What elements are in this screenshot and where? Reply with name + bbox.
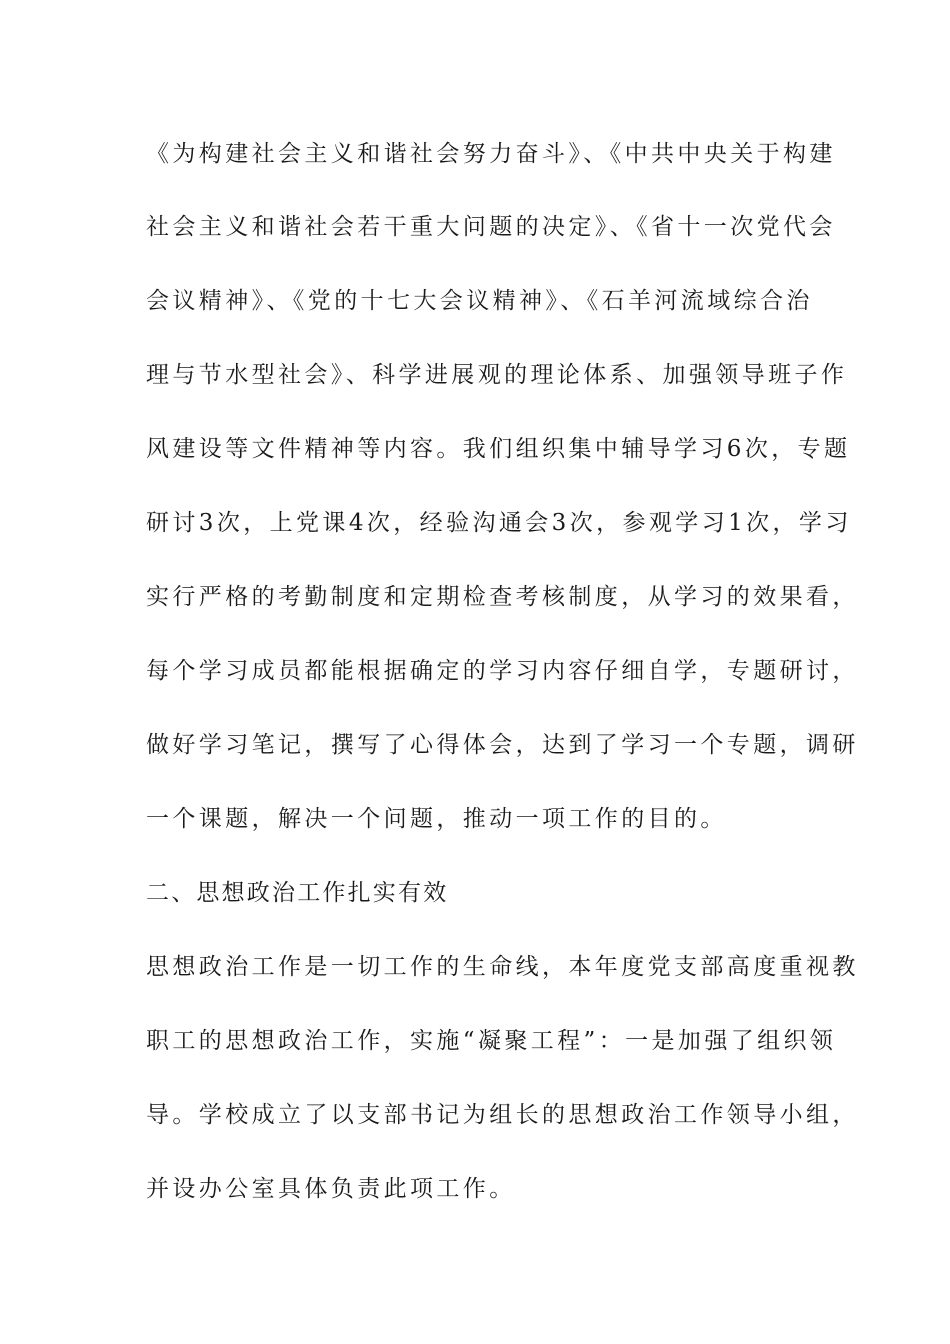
text-line: 一个课题，解决一个问题，推动一项工作的目的。 [146, 806, 727, 832]
text-line: 每个学习成员都能根据确定的学习内容仔细自学，专题研讨， [146, 658, 859, 684]
text-line: 并设办公室具体负责此项工作。 [146, 1176, 516, 1202]
text-line: 会议精神》、《党的十七大会议精神》、《石羊河流域综合治 [146, 288, 813, 314]
text-line: 《为构建社会主义和谐社会努力奋斗》、《中共中央关于构建 [146, 141, 836, 167]
text-line: 职工的思想政治工作，实施“凝聚工程”：一是加强了组织领 [146, 1028, 837, 1054]
text-line: 做好学习笔记，撰写了心得体会，达到了学习一个专题，调研 [146, 732, 859, 758]
text-line: 社会主义和谐社会若干重大问题的决定》、《省十一次党代会 [146, 214, 836, 240]
text-line: 风建设等文件精神等内容。我们组织集中辅导学习6次，专题 [146, 436, 851, 462]
text-line: 导。学校成立了以支部书记为组长的思想政治工作领导小组， [146, 1102, 859, 1128]
text-line: 研讨3次，上党课4次，经验沟通会3次，参观学习1次，学习 [146, 510, 852, 536]
text-line: 思想政治工作是一切工作的生命线，本年度党支部高度重视教 [146, 954, 859, 980]
text-line: 实行严格的考勤制度和定期检查考核制度，从学习的效果看， [146, 584, 859, 610]
text-line: 理与节水型社会》、科学进展观的理论体系、加强领导班子作 [146, 362, 848, 388]
section-heading: 二、思想政治工作扎实有效 [146, 880, 449, 906]
